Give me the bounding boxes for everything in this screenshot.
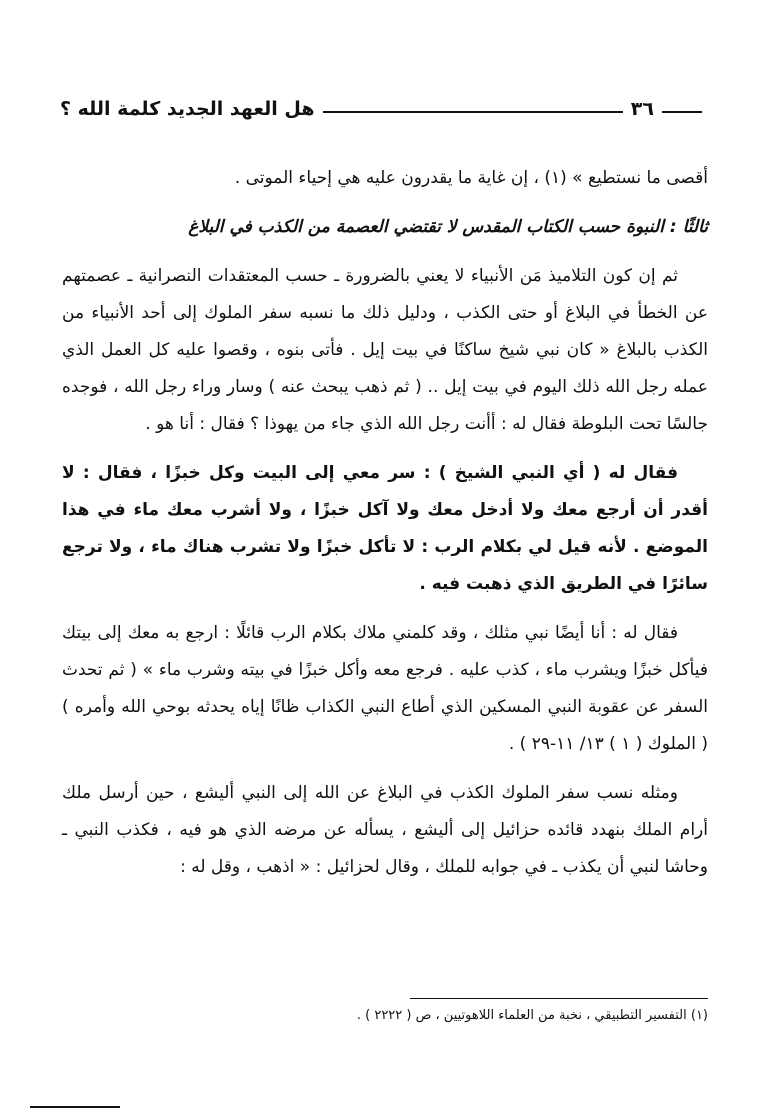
footnote: (١) التفسير التطبيقي ، نخبة من العلماء اللاهوتيين ، ص ( ٢٢٢٢ ) . [356,1008,708,1023]
page-number: ٣٦ [630,98,654,120]
page-header [60,86,710,120]
paragraph-1: أقصى ما نستطيع » (١) ، إن غاية ما يقدرون عليه هي إحياء الموتى . [234,168,708,188]
running-title: هل العهد الجديد كلمة الله ؟ [60,98,315,120]
header-rule-end [662,111,702,113]
bottom-edge-mark [30,1106,120,1108]
header-rule [323,111,623,113]
footnote-rule [410,998,708,999]
paragraph-2: ثم إن كون التلاميذ مَن الأنبياء لا يعني بالضرورة ـ حسب المعتقدات النصرانية ـ عصمتهم عن الخطأ في البلاغ أو حتى الكذب ، ودليل ذلك ما نسبه سفر الملوك إلى أحد الأنبياء من الكذب بالبلاغ « كان نبي شيخ ساكنًا في بيت إيل . فأتى بنوه ، وقصوا عليه كل العمل الذي عمله رجل الله ذلك اليوم في بيت إيل .. ( ثم ذهب يبحث عنه ) وسار وراء رجل الله ، فوجده جالسًا تحت البلوطة فقال له : أأنت رجل الله الذي جاء من يهوذا ؟ فقال : أنا هو . [62,266,708,434]
paragraph-3: فقال له ( أي النبي الشيخ ) : سر معي إلى البيت وكل خبزًا ، فقال : لا أقدر أن أرجع معك ولا أدخل معك ولا آكل خبزًا ، ولا أشرب معك ماء في هذا الموضع . لأنه قيل لي بكلام الرب : لا تأكل خبزًا ولا تشرب هناك ماء ، ولا ترجع سائرًا في الطريق الذي ذهبت فيه . [62,463,708,594]
paragraph-4: فقال له : أنا أيضًا نبي مثلك ، وقد كلمني ملاك بكلام الرب قائلًا : ارجع به معك إلى بيتك فيأكل خبزًا ويشرب ماء ، كذب عليه . فرجع معه وأكل خبزًا في بيته وشرب ماء » ( ثم تحدث السفر عن عقوبة النبي المسكين الذي أطاع النبي الكذاب ظانًا إياه يحدثه بوحي الله وأمره ) ( الملوك ( ١ ) ١٣/ ١١-٢٩ ) . [62,623,708,754]
page-body [62,160,708,886]
section-heading: ثالثًا : النبوة حسب الكتاب المقدس لا تقتضي العصمة من الكذب في البلاغ [188,217,708,237]
paragraph-5: ومثله نسب سفر الملوك الكذب في البلاغ عن الله إلى النبي أليشع ، حين أرسل ملك أرام الملك بنهدد قائده حزائيل إلى أليشع ، يسأله عن مرضه الذي هو فيه ، فكذب النبي ـ وحاشا لنبي أن يكذب ـ في جوابه للملك ، وقال لحزائيل : « اذهب ، وقل له : [62,783,708,877]
